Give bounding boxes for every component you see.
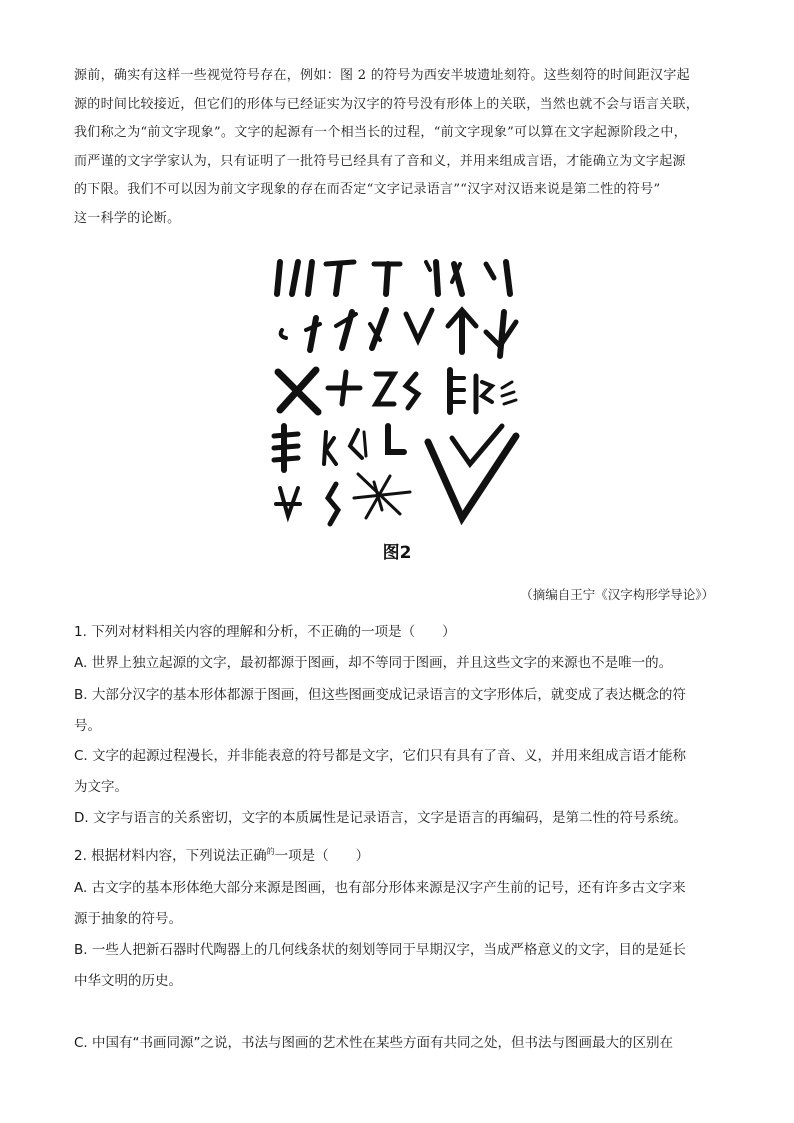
passage-line: 我们称之为“前文字现象”。文字的起源有一个相当长的过程，“前文字现象”可以算在文字起源阶段之中， [74, 125, 687, 140]
figure-caption: 图2 [382, 543, 412, 563]
passage-line: 这一科学的论断。 [74, 210, 181, 226]
q2-option-a-line: A. 古文字的基本形体绝大部分来源是图画，也有部分形体来源是汉字产生前的记号，还有许多古文字来 [74, 880, 686, 896]
question-2-stem [74, 844, 734, 864]
q1-option-a: A. 世界上独立起源的文字，最初都源于图画，却不等同于图画，并且这些文字的来源也不是唯一的。 [74, 655, 673, 671]
q1-option-b [74, 683, 734, 734]
passage-line: 的下限。我们不可以因为前文字现象的存在而否定“文字记录语言”“汉字对汉语来说是第二性的符号” [74, 182, 661, 197]
banpo-pottery-marks-figure [266, 252, 528, 532]
q2-option-b [74, 938, 734, 989]
q2-option-b-line: B. 一些人把新石器时代陶器上的几何线条状的刻划等同于早期汉字，当成严格意义的文字，目的是延长 [74, 942, 686, 958]
passage-paragraph [74, 62, 724, 233]
q2-stem-text: 一项是（ ） [274, 848, 370, 864]
pottery-marks-image [266, 252, 528, 532]
q1-option-d: D. 文字与语言的关系密切，文字的本质属性是记录语言，文字是语言的再编码，是第二性的符号系统。 [74, 810, 687, 826]
q1-option-b-line: 号。 [74, 718, 101, 734]
q2-option-b-line: 中华文明的历史。 [74, 973, 182, 989]
passage-line: 源的时间比较接近，但它们的形体与已经证实为汉字的符号没有形体上的关联，当然也就不会与语言关联， [74, 96, 700, 112]
q2-option-c: C. 中国有“书画同源”之说，书法与图画的艺术性在某些方面有共同之处，但书法与图画最大的区别在 [74, 1035, 673, 1051]
q1-option-c-line: 为文字。 [74, 779, 128, 795]
q1-option-b-line: B. 大部分汉字的基本形体都源于图画，但这些图画变成记录语言的文字形体后，就变成了表达概念的符 [74, 687, 686, 703]
q1-option-c-line: C. 文字的起源过程漫长，并非能表意的符号都是文字，它们只有具有了音、义，并用来组成言语才能称 [74, 748, 687, 764]
q1-option-c [74, 744, 734, 795]
q2-stem-text: 2. 根据材料内容，下列说法正确 [74, 848, 267, 864]
q2-option-a [74, 876, 734, 927]
passage-line: 而严谨的文字学家认为，只有证明了一批符号已经具有了音和义，并用来组成言语，才能确立为文字起源 [74, 153, 686, 169]
q2-option-a-line: 源于抽象的符号。 [74, 911, 182, 927]
question-1-stem: 1. 下列对材料相关内容的理解和分析，不正确的一项是（ ） [74, 624, 456, 640]
source-citation: （摘编自王宁《汉字构形学导论》） [520, 587, 714, 602]
passage-line: 源前，确实有这样一些视觉符号存在，例如：图 2 的符号为西安半坡遗址刻符。这些刻符的时间距汉字起 [74, 68, 690, 83]
q2-stem-superscript: 的 [266, 847, 275, 856]
